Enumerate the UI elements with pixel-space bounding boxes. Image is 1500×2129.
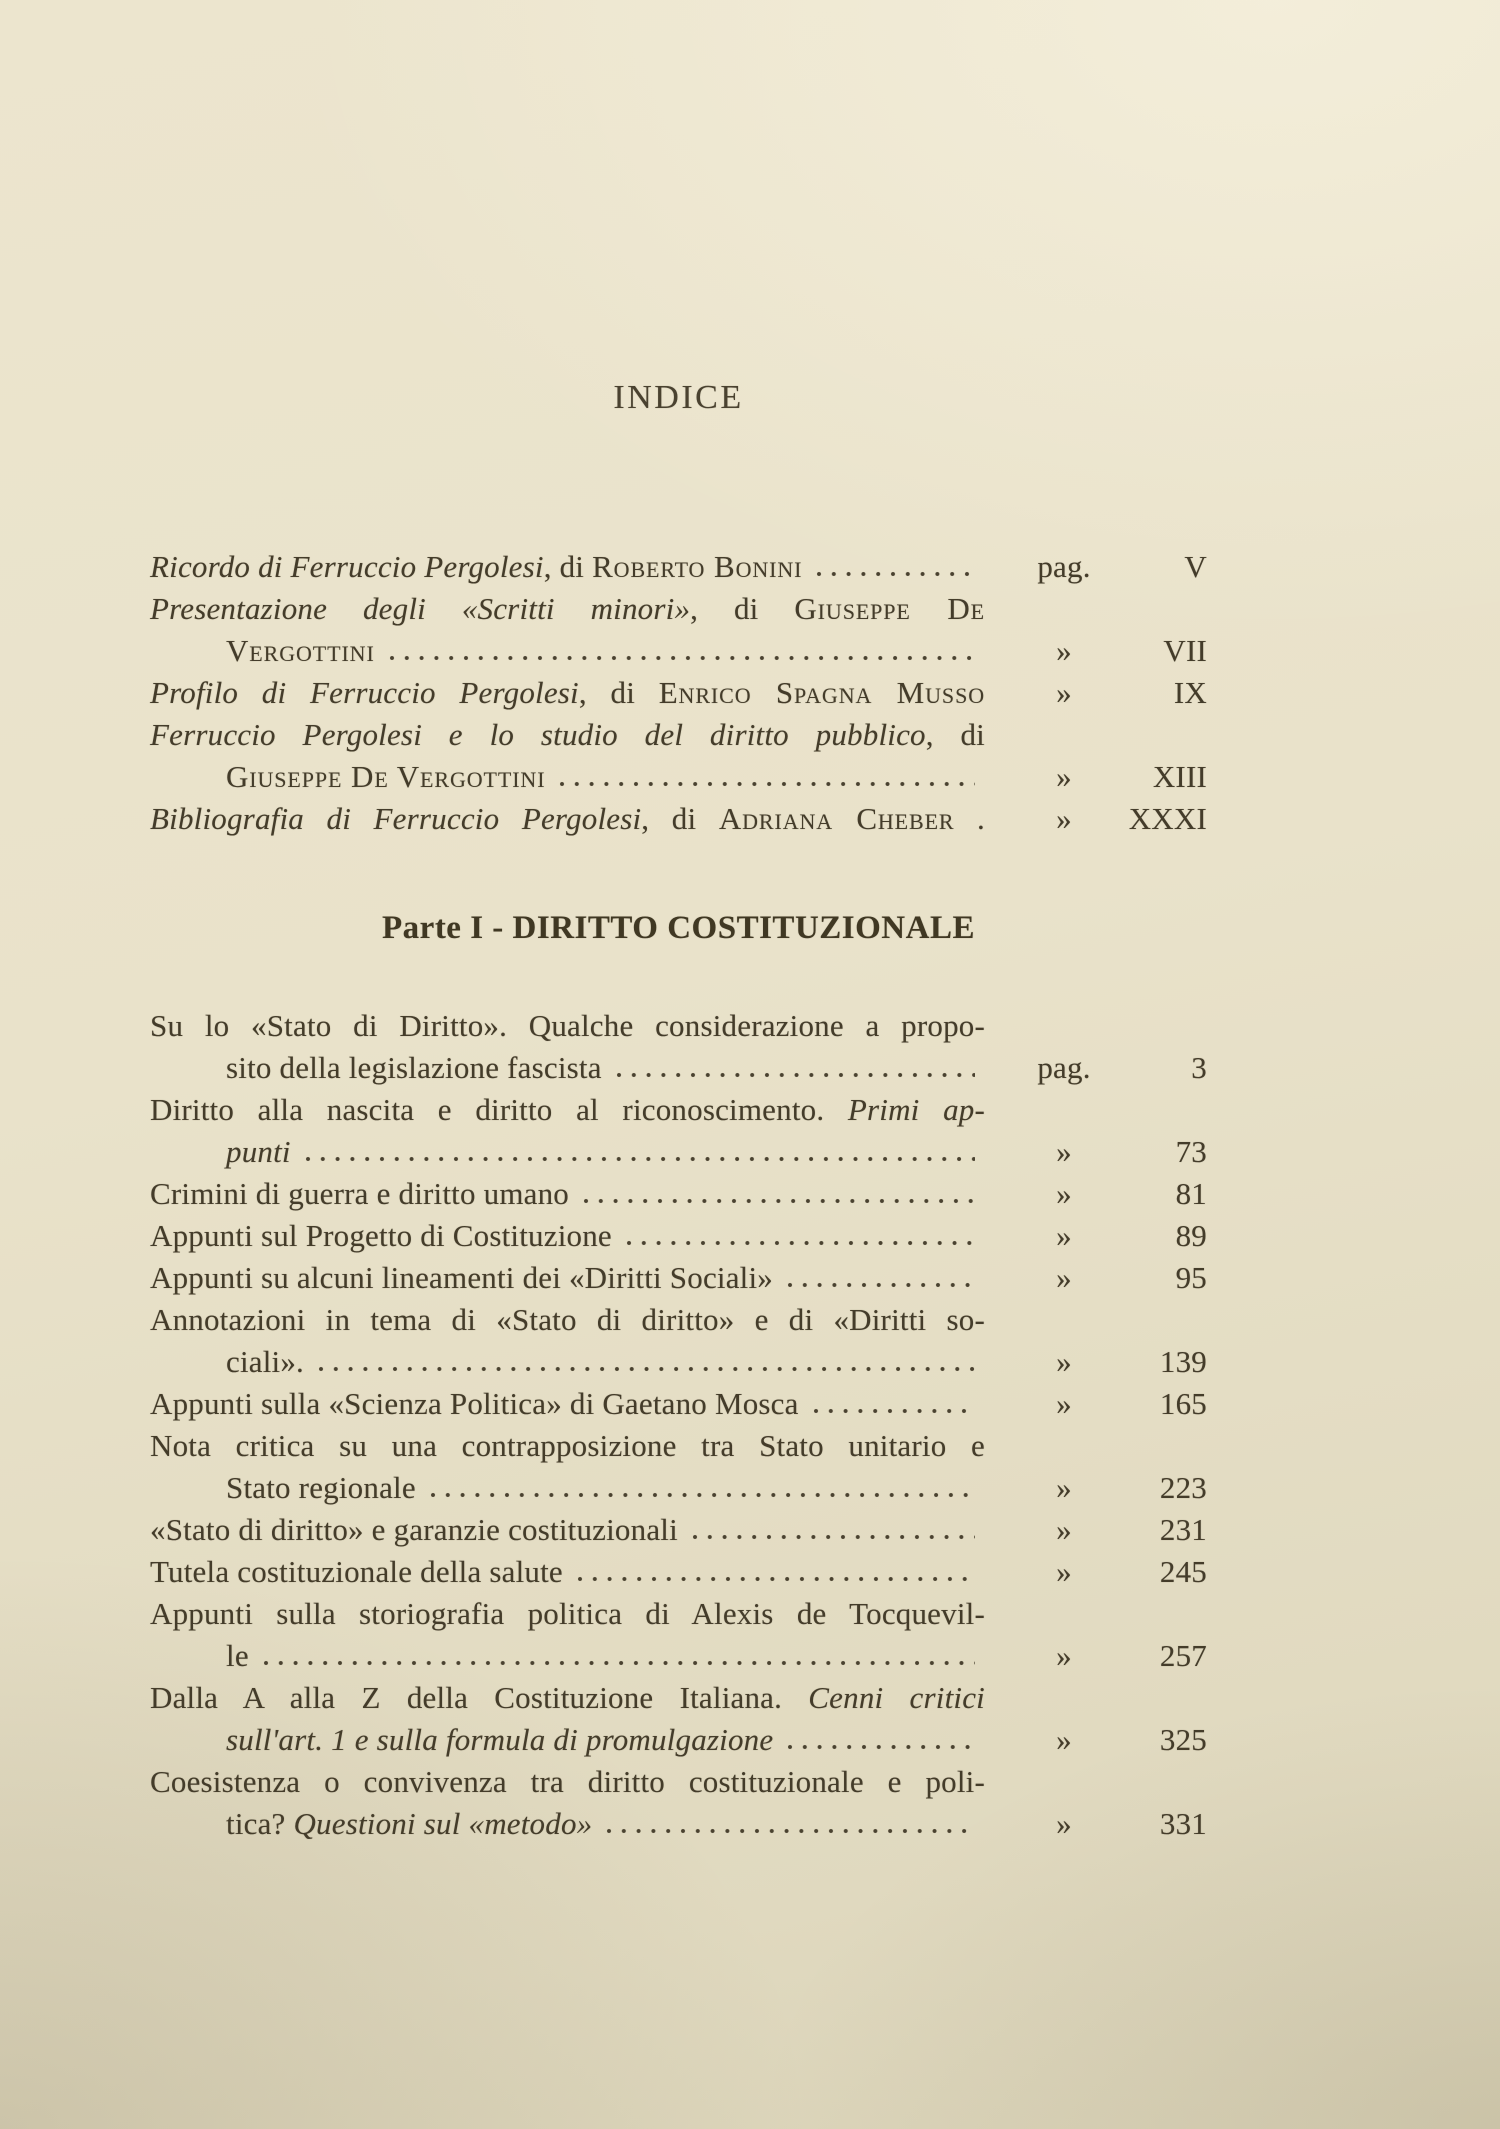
toc-line [150, 1005, 1207, 1047]
toc-line [150, 1551, 1207, 1593]
page-ref: » [1056, 633, 1072, 668]
text-segment: Annotazioni in tema di «Stato di diritto» e di «Diritti so- [150, 1302, 985, 1337]
dot-leader [389, 655, 975, 661]
text-segment: . [954, 801, 986, 836]
toc-entry [150, 1425, 1207, 1509]
page-ref: » [1056, 1554, 1072, 1589]
page-ref: » [1056, 1386, 1072, 1421]
text-segment: Nota critica su una contrapposizione tra Stato unitario e [150, 1428, 985, 1463]
toc-entry [150, 1509, 1207, 1551]
toc-line-text [150, 1215, 612, 1257]
dot-leader [616, 1072, 975, 1078]
dot-leader [626, 1240, 975, 1246]
dot-leader [813, 1408, 975, 1414]
text-segment: Ferruccio Pergolesi e lo studio del diritto pubblico [150, 717, 926, 752]
page-ref: » [1056, 801, 1072, 836]
page-number: 139 [1159, 1344, 1207, 1379]
toc-line-text [150, 546, 802, 588]
text-segment: Primi ap- [847, 1092, 985, 1127]
toc-line [150, 1509, 1207, 1551]
text-segment: Appunti sulla storiografia politica di Alexis de Tocquevil- [150, 1596, 985, 1631]
page-ref: pag. [1037, 549, 1091, 584]
toc-line-text [226, 1341, 304, 1383]
text-segment: Questioni sul «metodo» [293, 1806, 593, 1841]
page-number: 325 [1159, 1722, 1207, 1757]
page-number: 331 [1159, 1806, 1207, 1841]
toc-line-text [226, 1131, 291, 1173]
dot-leader [692, 1534, 975, 1540]
text-segment: Appunti sulla «Scienza Politica» di Gaetano Mosca [150, 1386, 799, 1421]
page-title: INDICE [613, 379, 744, 416]
page-number: XIII [1152, 759, 1207, 794]
text-segment: Coesistenza o convivenza tra diritto costituzionale e poli- [150, 1764, 985, 1799]
toc-line-text [226, 630, 375, 672]
text-segment: , di [578, 675, 659, 710]
toc-line [150, 1299, 1207, 1341]
page-ref: » [1056, 1722, 1072, 1757]
page-ref: » [1056, 675, 1072, 710]
page-number: 245 [1159, 1554, 1207, 1589]
toc-line-text [150, 1383, 799, 1425]
toc-page [150, 0, 1207, 1845]
page-ref: » [1056, 1638, 1072, 1673]
page-number: 95 [1175, 1260, 1207, 1295]
toc-line [150, 1089, 1207, 1131]
text-segment: sull'art. 1 e sulla formula di promulgazione [226, 1722, 774, 1757]
toc-line-text [150, 1593, 985, 1635]
toc-entry [150, 1173, 1207, 1215]
toc-line [150, 1173, 1207, 1215]
toc-line [150, 546, 1207, 588]
dot-leader [263, 1660, 975, 1666]
toc-entry [150, 1551, 1207, 1593]
text-segment: Enrico Spagna Musso [658, 675, 985, 710]
text-segment: , di [925, 717, 985, 752]
text-segment: Cenni critici [808, 1680, 985, 1715]
text-segment: Giuseppe De Vergottini [226, 759, 546, 794]
page-number: VII [1163, 633, 1207, 668]
toc-line [150, 798, 1207, 840]
toc-line-text [150, 1089, 985, 1131]
toc-line [150, 588, 1207, 630]
toc-line [150, 1383, 1207, 1425]
page-number: 165 [1159, 1386, 1207, 1421]
front-matter-list [150, 546, 1207, 840]
text-segment: Ricordo di Ferruccio Pergolesi [150, 549, 544, 584]
text-segment: Tutela costituzionale della salute [150, 1554, 563, 1589]
page-ref: » [1056, 1176, 1072, 1211]
toc-line-text [226, 756, 545, 798]
text-segment: , di [543, 549, 593, 584]
text-segment: , di [641, 801, 719, 836]
toc-entry [150, 1005, 1207, 1089]
toc-entry [150, 1677, 1207, 1761]
dot-leader [583, 1198, 975, 1204]
page-number: IX [1173, 675, 1207, 710]
toc-line [150, 1467, 1207, 1509]
text-segment: , di [690, 591, 795, 626]
toc-line [150, 1341, 1207, 1383]
toc-line [150, 1803, 1207, 1845]
toc-entry [150, 1215, 1207, 1257]
text-segment: Dalla A alla Z della Costituzione Italiana. [150, 1680, 809, 1715]
toc-line [150, 756, 1207, 798]
toc-line-text [150, 672, 985, 714]
text-segment: Appunti sul Progetto di Costituzione [150, 1218, 612, 1253]
text-segment: le [226, 1638, 249, 1673]
text-segment: tica? [226, 1806, 294, 1841]
toc-line-text [150, 1551, 563, 1593]
toc-entry [150, 1299, 1207, 1383]
text-segment: Bibliografia di Ferruccio Pergolesi [150, 801, 642, 836]
page-ref: pag. [1037, 1050, 1091, 1085]
toc-entry [150, 546, 1207, 588]
dot-leader [787, 1744, 975, 1750]
toc-entry [150, 672, 1207, 714]
toc-line [150, 1047, 1207, 1089]
text-segment: Stato regionale [226, 1470, 416, 1505]
page-ref: » [1056, 1806, 1072, 1841]
page-ref: » [1056, 1260, 1072, 1295]
page-ref: » [1056, 1134, 1072, 1169]
toc-line-text [226, 1635, 249, 1677]
toc-line-text [226, 1467, 416, 1509]
toc-line [150, 1215, 1207, 1257]
page-number: V [1184, 549, 1207, 584]
dot-leader [787, 1282, 975, 1288]
text-segment: ciali». [226, 1344, 305, 1379]
toc-entry [150, 1593, 1207, 1677]
text-segment: Profilo di Ferruccio Pergolesi [150, 675, 579, 710]
toc-line-text [150, 798, 985, 840]
text-segment: Giuseppe De [794, 591, 985, 626]
text-segment: Su lo «Stato di Diritto». Qualche considerazione a propo- [150, 1008, 985, 1043]
text-segment: Roberto Bonini [592, 549, 803, 584]
text-segment: Adriana Cheber [718, 801, 955, 836]
toc-entry [150, 1383, 1207, 1425]
dot-leader [430, 1492, 975, 1498]
toc-line [150, 1425, 1207, 1467]
toc-line-text [150, 1005, 985, 1047]
dot-leader [577, 1576, 975, 1582]
text-segment: punti [226, 1134, 291, 1169]
toc-line-text [150, 1677, 985, 1719]
page-number: 89 [1175, 1218, 1207, 1253]
dot-leader [305, 1156, 975, 1162]
page-ref: » [1056, 1344, 1072, 1379]
dot-leader [318, 1366, 975, 1372]
page-number: 81 [1175, 1176, 1207, 1211]
dot-leader [606, 1828, 975, 1834]
page-number: 3 [1191, 1050, 1207, 1085]
toc-line [150, 1593, 1207, 1635]
toc-line-text [226, 1047, 602, 1089]
dot-leader [559, 781, 975, 787]
toc-line-text [150, 1257, 773, 1299]
toc-line [150, 714, 1207, 756]
page-number: 257 [1159, 1638, 1207, 1673]
toc-line-text [150, 1299, 985, 1341]
toc-line [150, 1131, 1207, 1173]
text-segment: Diritto alla nascita e diritto al riconoscimento. [150, 1092, 848, 1127]
toc-line [150, 1635, 1207, 1677]
part-one-list [150, 1005, 1207, 1845]
toc-line [150, 1677, 1207, 1719]
text-segment: Vergottini [226, 633, 375, 668]
toc-line-text [226, 1719, 773, 1761]
text-segment: Appunti su alcuni lineamenti dei «Diritti Sociali» [150, 1260, 774, 1295]
toc-line-text [226, 1803, 592, 1845]
text-segment: «Stato di diritto» e garanzie costituzionali [150, 1512, 678, 1547]
text-segment: Presentazione degli «Scritti minori» [150, 591, 691, 626]
page-ref: » [1056, 1512, 1072, 1547]
toc-line [150, 1257, 1207, 1299]
toc-line [150, 630, 1207, 672]
toc-entry [150, 1761, 1207, 1845]
toc-line-text [150, 1761, 985, 1803]
toc-line [150, 672, 1207, 714]
toc-line [150, 1761, 1207, 1803]
toc-line [150, 1719, 1207, 1761]
toc-line-text [150, 714, 985, 756]
toc-line-text [150, 1425, 985, 1467]
page-number: 223 [1159, 1470, 1207, 1505]
page-ref: » [1056, 1218, 1072, 1253]
text-segment: Crimini di guerra e diritto umano [150, 1176, 569, 1211]
page-number: 231 [1159, 1512, 1207, 1547]
page-number: XXXI [1128, 801, 1207, 836]
part-heading: Parte I - DIRITTO COSTITUZIONALE [382, 910, 975, 946]
toc-line-text [150, 1509, 678, 1551]
toc-entry [150, 588, 1207, 672]
toc-entry [150, 1257, 1207, 1299]
page-ref: » [1056, 1470, 1072, 1505]
toc-entry [150, 714, 1207, 798]
toc-line-text [150, 588, 985, 630]
text-segment: sito della legislazione fascista [226, 1050, 602, 1085]
toc-line-text [150, 1173, 569, 1215]
dot-leader [816, 571, 975, 577]
page-ref: » [1056, 759, 1072, 794]
toc-entry [150, 798, 1207, 840]
toc-entry [150, 1089, 1207, 1173]
page-number: 73 [1175, 1134, 1207, 1169]
